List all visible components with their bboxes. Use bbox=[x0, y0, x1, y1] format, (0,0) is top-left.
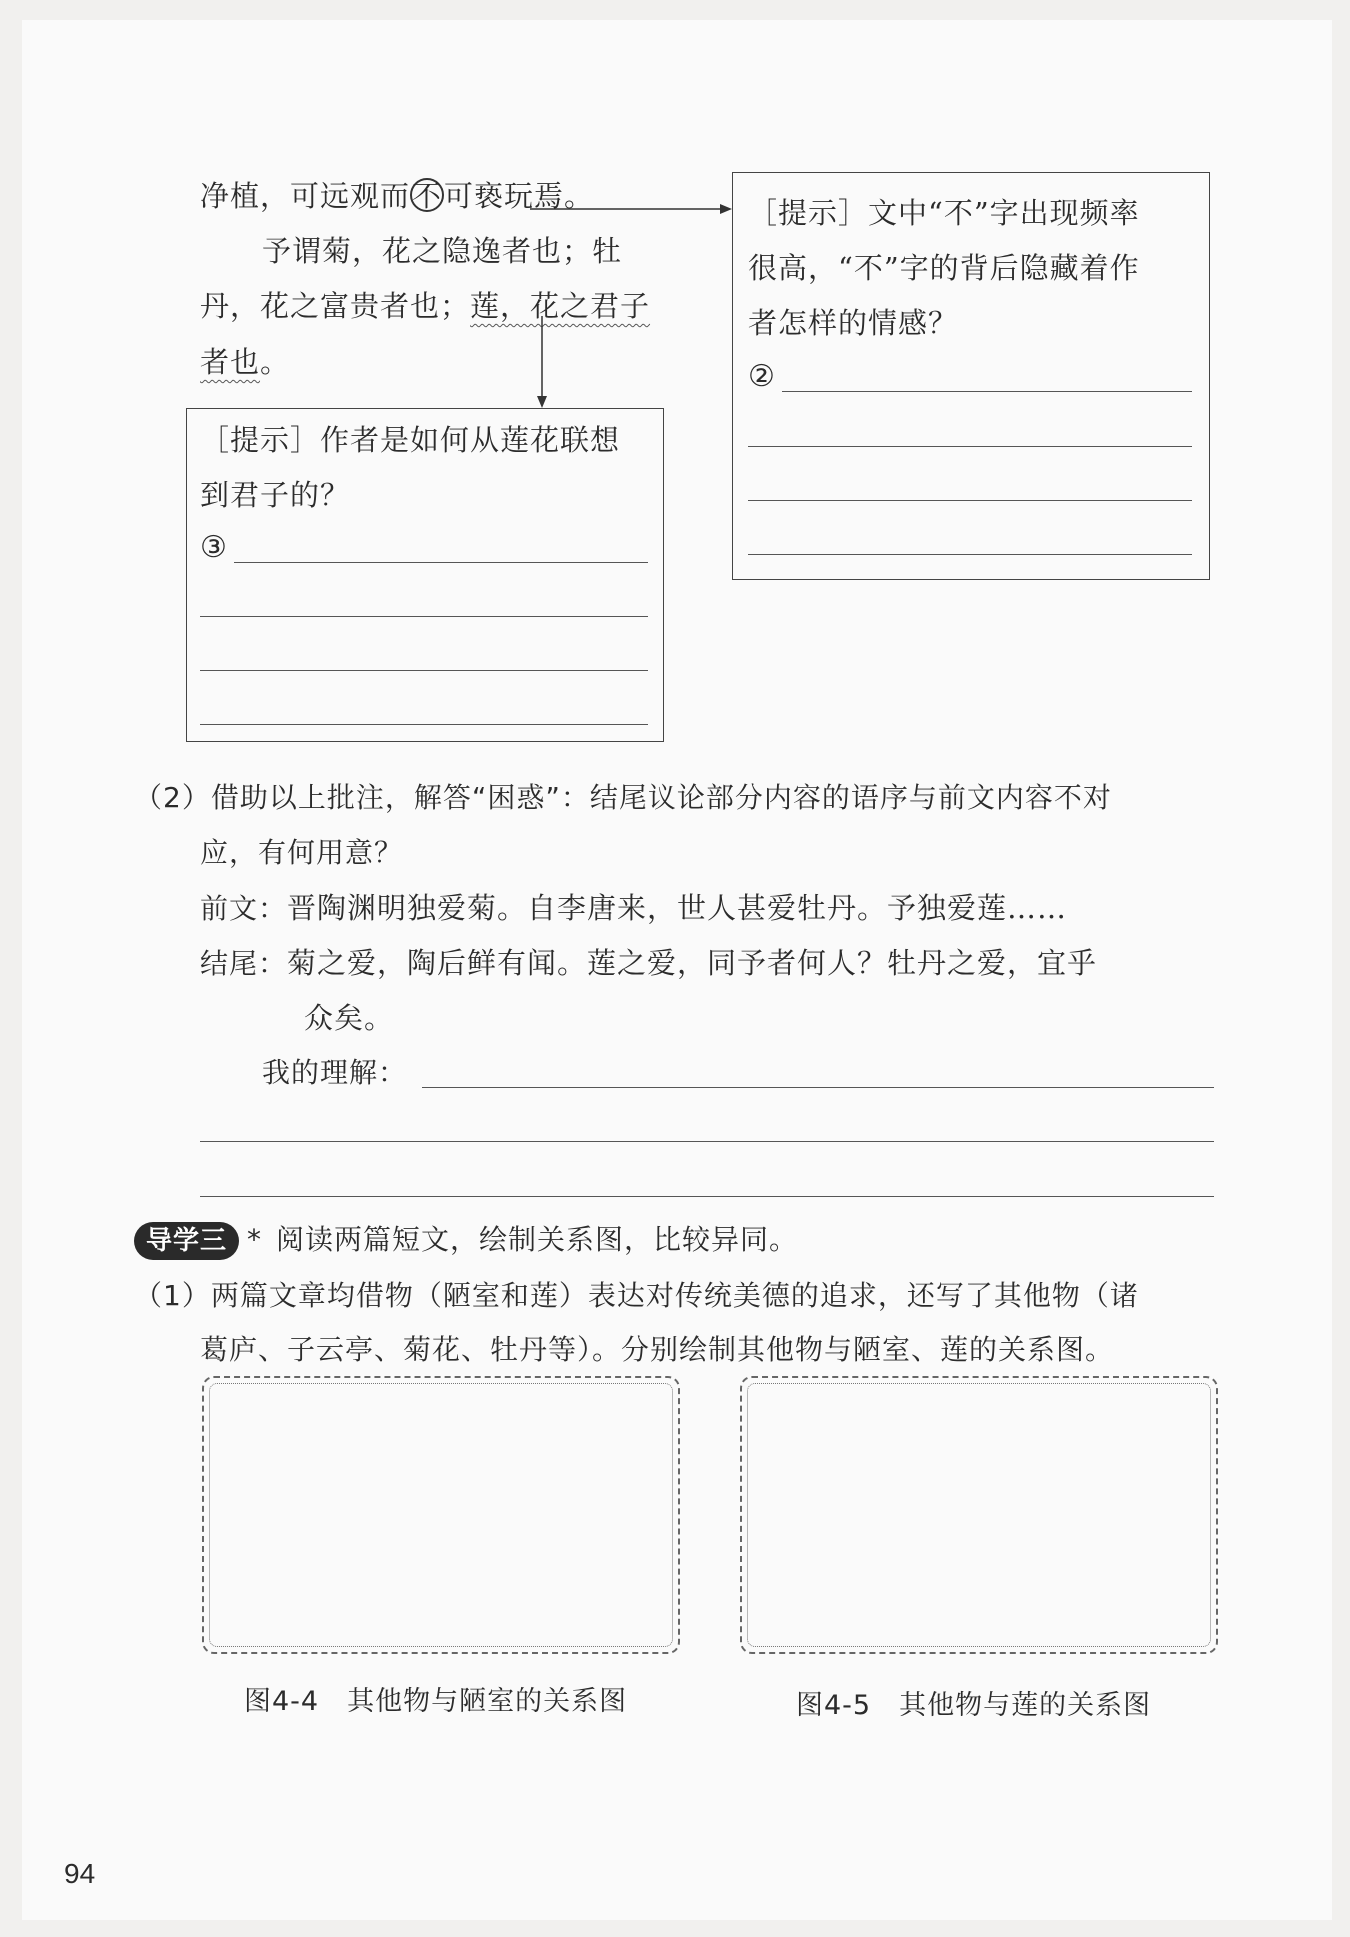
answer-line[interactable] bbox=[422, 1087, 1214, 1088]
understanding-label: 我的理解： bbox=[262, 1056, 408, 1089]
answer-line[interactable] bbox=[748, 554, 1192, 555]
drawing-area-fig-4-5[interactable] bbox=[740, 1376, 1218, 1654]
answer-line[interactable] bbox=[748, 500, 1192, 501]
answer-line[interactable] bbox=[782, 391, 1192, 392]
hint-left-number: ③ bbox=[200, 530, 227, 565]
passage-line-3: 丹，花之富贵者也；莲，花之君子 bbox=[200, 289, 651, 323]
hint-left-line-2: 到君子的？ bbox=[200, 478, 351, 512]
end-text-cont: 众矣。 bbox=[304, 1001, 395, 1035]
end-text: 结尾：菊之爱，陶后鲜有闻。莲之爱，同予者何人？牡丹之爱，宜乎 bbox=[200, 946, 1098, 980]
question-2-line-2: 应，有何用意？ bbox=[200, 836, 404, 869]
prev-text: 前文：晋陶渊明独爱菊。自李唐来，世人甚爱牡丹。予独爱莲…… bbox=[200, 891, 1068, 925]
guide3-heading: 导学三 * 阅读两篇短文，绘制关系图，比较异同。 bbox=[134, 1220, 798, 1260]
figure-caption-4-5: 图4-5 其他物与莲的关系图 bbox=[796, 1690, 1152, 1721]
passage-line-2: 予谓菊，花之隐逸者也；牡 bbox=[262, 234, 623, 268]
answer-line[interactable] bbox=[200, 616, 648, 617]
circled-character: 不 bbox=[412, 179, 443, 213]
guide3-badge: 导学三 bbox=[134, 1222, 239, 1260]
hint-right-line-1: ［提示］文中“不”字出现频率 bbox=[748, 196, 1140, 230]
answer-line[interactable] bbox=[200, 724, 648, 725]
hint-box-right bbox=[732, 172, 1210, 580]
hint-right-number: ② bbox=[748, 359, 775, 394]
figure-caption-4-4: 图4-4 其他物与陋室的关系图 bbox=[244, 1686, 628, 1717]
passage-line-1: 净植，可远观而不可亵玩焉。 bbox=[200, 179, 595, 213]
page-number: 94 bbox=[64, 1858, 96, 1889]
answer-line[interactable] bbox=[748, 446, 1192, 447]
hint-left-line-1: ［提示］作者是如何从莲花联想 bbox=[200, 423, 621, 457]
question-2-line-1: （2）借助以上批注，解答“困惑”：结尾议论部分内容的语序与前文内容不对 bbox=[134, 781, 1112, 814]
drawing-area-fig-4-4[interactable] bbox=[202, 1376, 680, 1654]
guide3-q1-line-2: 葛庐、子云亭、菊花、牡丹等）。分别绘制其他物与陋室、莲的关系图。 bbox=[200, 1333, 1115, 1366]
guide3-q1-line-1: （1）两篇文章均借物（陋室和莲）表达对传统美德的追求，还写了其他物（诸 bbox=[134, 1279, 1139, 1312]
hint-right-line-2: 很高，“不”字的背后隐藏着作 bbox=[748, 251, 1140, 285]
answer-line[interactable] bbox=[234, 562, 648, 563]
answer-line[interactable] bbox=[200, 670, 648, 671]
answer-line[interactable] bbox=[200, 1141, 1214, 1142]
hint-right-line-3: 者怎样的情感？ bbox=[748, 306, 959, 340]
answer-line[interactable] bbox=[200, 1196, 1214, 1197]
passage-line-4: 者也。 bbox=[200, 345, 291, 379]
